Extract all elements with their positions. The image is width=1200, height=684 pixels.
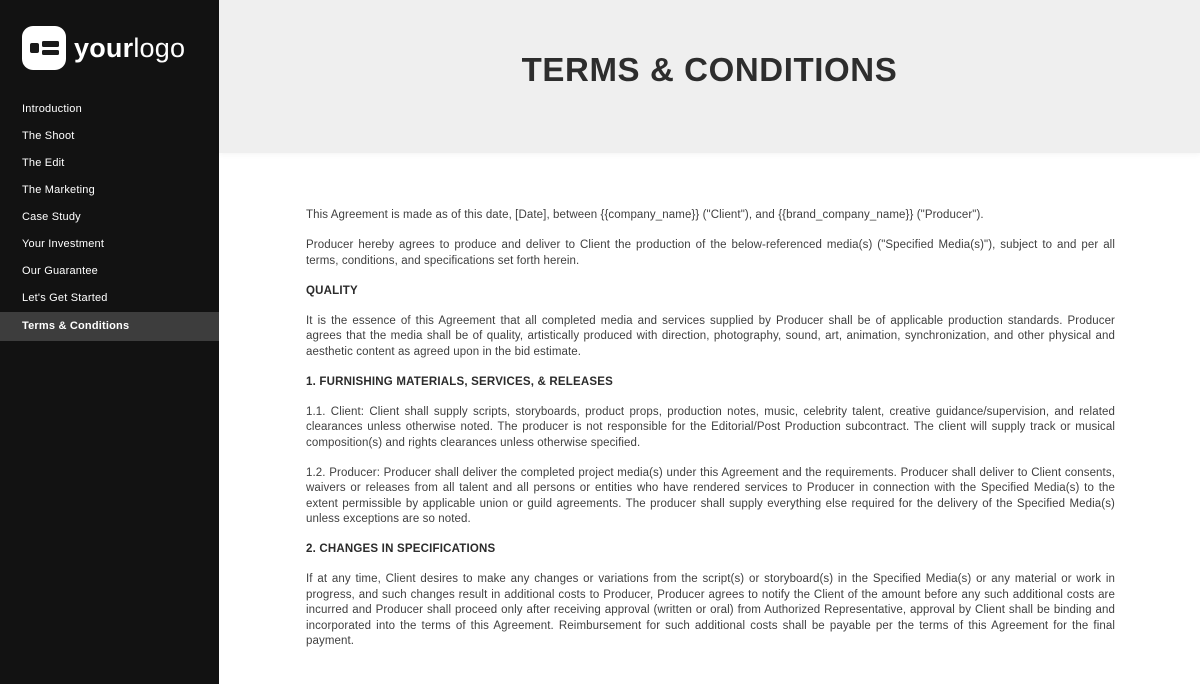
logo-text-bold: your [74,32,134,63]
logo [0,0,219,96]
section-heading: 1. FURNISHING MATERIALS, SERVICES, & RELEASES [306,375,613,388]
sidebar-item-terms-conditions[interactable]: Terms & Conditions [0,312,219,341]
sidebar-item-let-s-get-started[interactable]: Let's Get Started [22,292,108,304]
logo-icon [22,26,66,70]
sidebar-item-our-guarantee[interactable]: Our Guarantee [22,265,98,277]
paragraph: 1.1. Client: Client shall supply scripts, storyboards, product props, production notes, music, celebrity talent, creative guidance/supervision, and related clearances unless otherwise noted. The producer is not responsible for the Editorial/Post Production subcontract. The client will supply track or musical composition(s) and rights clearances unless otherwise specified. [306,405,1115,449]
document-body [219,153,1200,684]
sidebar-item-introduction[interactable]: Introduction [22,103,82,115]
sidebar-item-your-investment[interactable]: Your Investment [22,238,105,250]
paragraph: 1.2. Producer: Producer shall deliver the completed project media(s) under this Agreement and the requirements. Producer shall deliver to Client consents, waivers or releases from all talent and all persons or entities who have rendered services to Producer in connection with the Specified Media(s) to the extent permissible by applicable union or guild agreements. The producer shall supply everything else required for the delivery of the Specified Media(s) unless exceptions are so noted. [306,466,1115,525]
logo-icon-bars [42,41,59,55]
paragraph: It is the essence of this Agreement that all completed media and services supplied by Producer shall be of applicable production standards. Producer agrees that the media shall be of quality, artistically produced with direction, photography, sound, art, animation, synchronization, and other physical and aesthetic content as agreed upon in the bid estimate. [306,314,1115,358]
logo-icon-square [30,43,39,53]
logo-text [74,32,186,63]
sidebar-item-the-marketing[interactable]: The Marketing [22,184,95,196]
sidebar [0,0,219,684]
logo-text-light: logo [133,32,186,63]
sidebar-item-the-edit[interactable]: The Edit [22,157,65,169]
sidebar-item-case-study[interactable]: Case Study [22,211,81,223]
paragraph: If at any time, Client desires to make any changes or variations from the script(s) or storyboard(s) in the Specified Media(s) or any material or work in progress, and such changes result in additional costs to Producer, Producer agrees to notify the Client of the amount before any such additional costs are incurred and Producer shall proceed only after receiving approval (written or oral) from Authorized Representative, approval by Client shall be binding and incorporated into the terms of this Agreement. Reimbursement for such additional costs shall be payable per the terms of this Agreement for the final payment. [306,573,1115,647]
paragraph: Producer hereby agrees to produce and deliver to Client the production of the below-referenced media(s) ("Specified Media(s)"), subject to and per all terms, conditions, and specifications set forth herein. [306,239,1115,267]
page-header [219,0,1200,153]
sidebar-nav [0,96,219,341]
section-heading: 2. CHANGES IN SPECIFICATIONS [306,543,496,555]
main-content [219,0,1200,684]
section-heading: QUALITY [306,284,358,297]
sidebar-item-the-shoot[interactable]: The Shoot [22,130,75,142]
page-title: TERMS & CONDITIONS [521,50,898,88]
paragraph: This Agreement is made as of this date, [Date], between {{company_name}} ("Client"), and {{brand_company_name}} ("Producer"). [306,209,984,221]
